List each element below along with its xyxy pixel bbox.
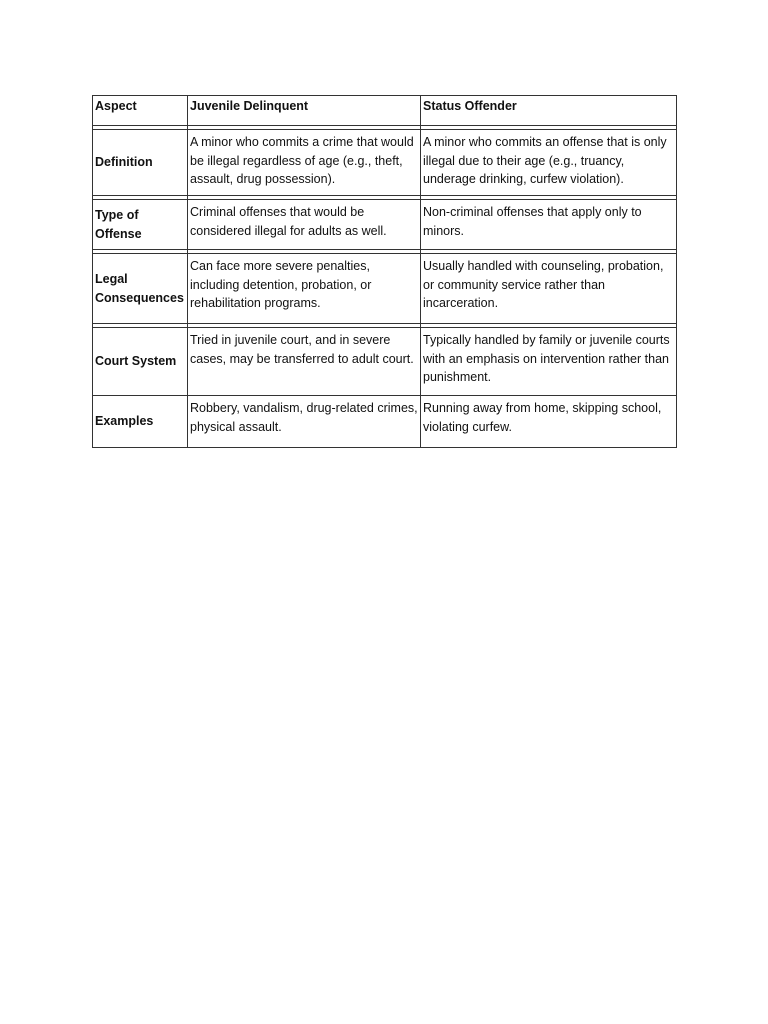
table-row xyxy=(93,130,677,196)
status-cell: Non-criminal offenses that apply only to minors. xyxy=(421,200,677,250)
status-cell: A minor who commits an offense that is only illegal due to their age (e.g., truancy, underage drinking, curfew violation). xyxy=(421,130,677,196)
header-juvenile-delinquent: Juvenile Delinquent xyxy=(188,96,421,126)
row-aspect: Legal Consequences xyxy=(93,254,188,324)
header-aspect: Aspect xyxy=(93,96,188,126)
comparison-table xyxy=(92,95,677,448)
row-aspect: Type of Offense xyxy=(93,200,188,250)
juvenile-cell: Robbery, vandalism, drug-related crimes, physical assault. xyxy=(188,396,421,448)
row-aspect: Examples xyxy=(93,396,188,448)
table-row xyxy=(93,328,677,396)
juvenile-cell: A minor who commits a crime that would be illegal regardless of age (e.g., theft, assault, drug possession). xyxy=(188,130,421,196)
juvenile-cell: Criminal offenses that would be considered illegal for adults as well. xyxy=(188,200,421,250)
row-aspect: Court System xyxy=(93,328,188,396)
row-aspect: Definition xyxy=(93,130,188,196)
table-row xyxy=(93,396,677,448)
juvenile-cell: Tried in juvenile court, and in severe cases, may be transferred to adult court. xyxy=(188,328,421,396)
status-cell: Running away from home, skipping school, violating curfew. xyxy=(421,396,677,448)
header-status-offender: Status Offender xyxy=(421,96,677,126)
status-cell: Usually handled with counseling, probation, or community service rather than incarceration. xyxy=(421,254,677,324)
table-header-row xyxy=(93,96,677,126)
juvenile-cell: Can face more severe penalties, including detention, probation, or rehabilitation programs. xyxy=(188,254,421,324)
status-cell: Typically handled by family or juvenile courts with an emphasis on intervention rather than punishment. xyxy=(421,328,677,396)
table-row xyxy=(93,200,677,250)
table-row xyxy=(93,254,677,324)
